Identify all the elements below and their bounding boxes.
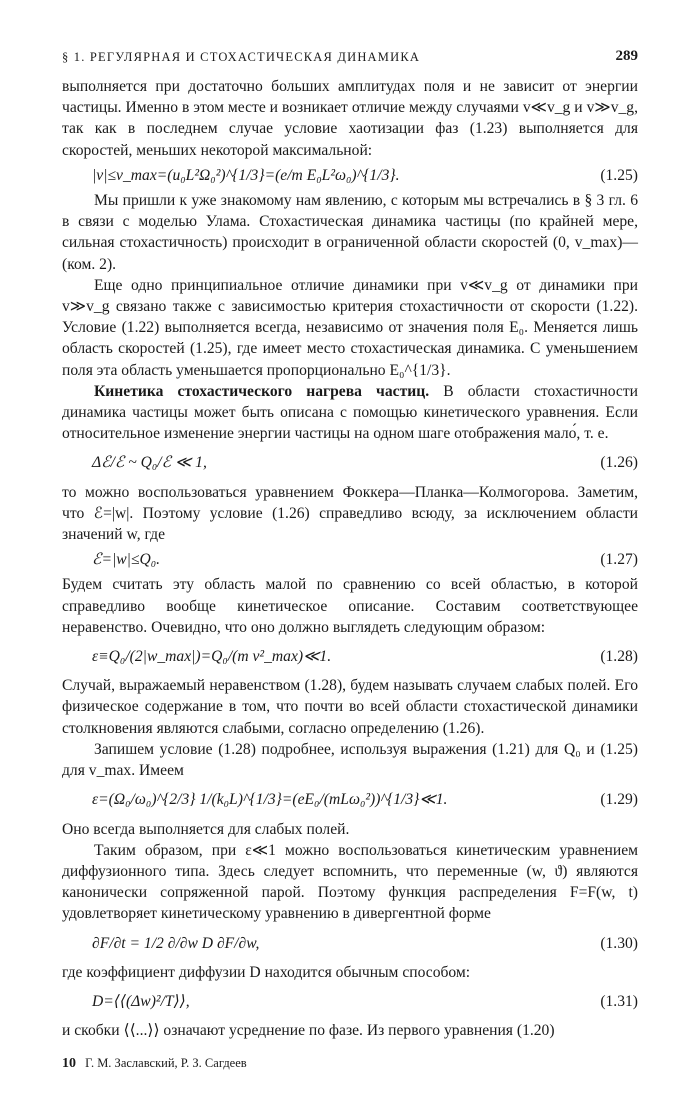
equation-1-27-formula: ℰ=|w|≤Q₀. (92, 551, 161, 569)
page-number: 289 (615, 48, 638, 64)
equation-1-26 (62, 452, 638, 473)
paragraph-10: Таким образом, при ε≪1 можно воспользоваться кинетическим уравнением диффузионного типа. Здесь следует вспомнить, что переменные (w, ϑ) являются канонически сопряженной парой. Поэтому функция распределения F=F(w, t) удовлетворяет кинетическому уравнению в дивергентной форме (62, 841, 638, 923)
page-body (62, 76, 638, 1041)
equation-1-28-number: (1.28) (600, 648, 638, 666)
paragraph-9: Оно всегда выполняется для слабых полей. (62, 820, 350, 838)
equation-1-31-formula: D=⟨⟨(Δw)²/T⟩⟩, (92, 992, 190, 1010)
equation-1-25-formula: |v|≤v_max=(u₀L²Ω₀²)^{1/3}=(e/m E₀L²ω₀)^{1/3}. (92, 166, 400, 184)
chapter-section-title: § 1. РЕГУЛЯРНАЯ И СТОХАСТИЧЕСКАЯ ДИНАМИКА (62, 50, 421, 64)
equation-1-31 (62, 991, 638, 1012)
equation-1-31-number: (1.31) (600, 992, 638, 1010)
signature-footer (62, 1056, 247, 1072)
paragraph-4-body: В области стохастичности динамика частицы может быть описана с помощью кинетического уравнения. Если относительное изменение энергии частицы на одном шаге отображения мало́, т. е. (62, 382, 638, 443)
equation-1-25 (62, 165, 638, 186)
paragraph-2: Мы пришли к уже знакомому нам явлению, с которым мы встречались в § 3 гл. 6 в связи с моделью Улама. Стохастическая динамика частицы (по крайней мере, сильная стохастичность) происходит в ограниченной области скоростей (0, v_max)—(ком. 2). (62, 192, 638, 273)
equation-1-27-number: (1.27) (600, 551, 638, 569)
paragraph-7: Случай, выражаемый неравенством (1.28), будем называть случаем слабых полей. Его физическое содержание в том, что почти во всей области стохастической динамики столкновения являются слабыми, согласно определению (1.26). (62, 677, 638, 737)
paragraph-11: где коэффициент диффузии D находится обычным способом: (62, 963, 471, 981)
equation-1-25-number: (1.25) (600, 166, 638, 184)
running-header (62, 50, 638, 68)
paragraph-12: и скобки ⟨⟨...⟩⟩ означают усреднение по фазе. Из первого уравнения (1.20) (62, 1022, 555, 1040)
paragraph-5: то можно воспользоваться уравнением Фоккера—Планка—Колмогорова. Заметим, что ℰ=|w|. Поэтому условие (1.26) справедливо всюду, за исключением области значений w, где (62, 483, 638, 544)
equation-1-26-formula: Δℰ/ℰ ~ Q₀/ℰ ≪ 1, (92, 454, 207, 472)
paragraph-4 (62, 381, 638, 445)
paragraph-3: Еще одно принципиальное отличие динамики при v≪v_g от динамики при v≫v_g связано также с зависимостью критерия стохастичности от скорости (1.22). Условие (1.22) выполняется всегда, независимо от значения поля E₀. Меняется лишь область скоростей (1.25), где имеет место стохастическая динамика. С уменьшением поля эта область уменьшается пропорционально E₀^{1/3}. (62, 276, 638, 379)
equation-1-30 (62, 933, 638, 954)
equation-1-29 (62, 789, 638, 810)
signature-authors: Г. М. Заславский, Р. З. Сагдеев (85, 1056, 247, 1070)
paragraph-1: выполняется при достаточно больших амплитудах поля и не зависит от энергии частицы. Именно в этом месте и возникает отличие между случаями v≪v_g и v≫v_g, так как в последнем случае условие хаотизации фаз (1.23) выполняется для скоростей, меньших некоторой максимальной: (62, 78, 638, 159)
equation-1-26-number: (1.26) (600, 454, 638, 472)
paragraph-4-title: Кинетика стохастического нагрева частиц. (94, 382, 430, 400)
paragraph-8: Запишем условие (1.28) подробнее, используя выражения (1.21) для Q₀ и (1.25) для v_max. Имеем (62, 740, 638, 780)
equation-1-30-formula: ∂F/∂t = 1/2 ∂/∂w D ∂F/∂w, (92, 934, 260, 952)
equation-1-27 (62, 549, 638, 570)
equation-1-29-number: (1.29) (600, 791, 638, 809)
signature-number: 10 (62, 1056, 76, 1071)
equation-1-28-formula: ε≡Q₀/(2|w_max|)=Q₀/(m v²_max)≪1. (92, 648, 332, 666)
equation-1-30-number: (1.30) (600, 934, 638, 952)
equation-1-29-formula: ε=(Ω₀/ω₀)^{2/3} 1/(k₀L)^{1/3}=(eE₀/(mLω₀²))^{1/3}≪1. (92, 791, 448, 809)
paragraph-6: Будем считать эту область малой по сравнению со всей областью, в которой справедливо вообще кинетическое описание. Составим соответствующее неравенство. Очевидно, что оно должно выглядеть следующим образом: (62, 576, 638, 636)
equation-1-28 (62, 646, 638, 667)
